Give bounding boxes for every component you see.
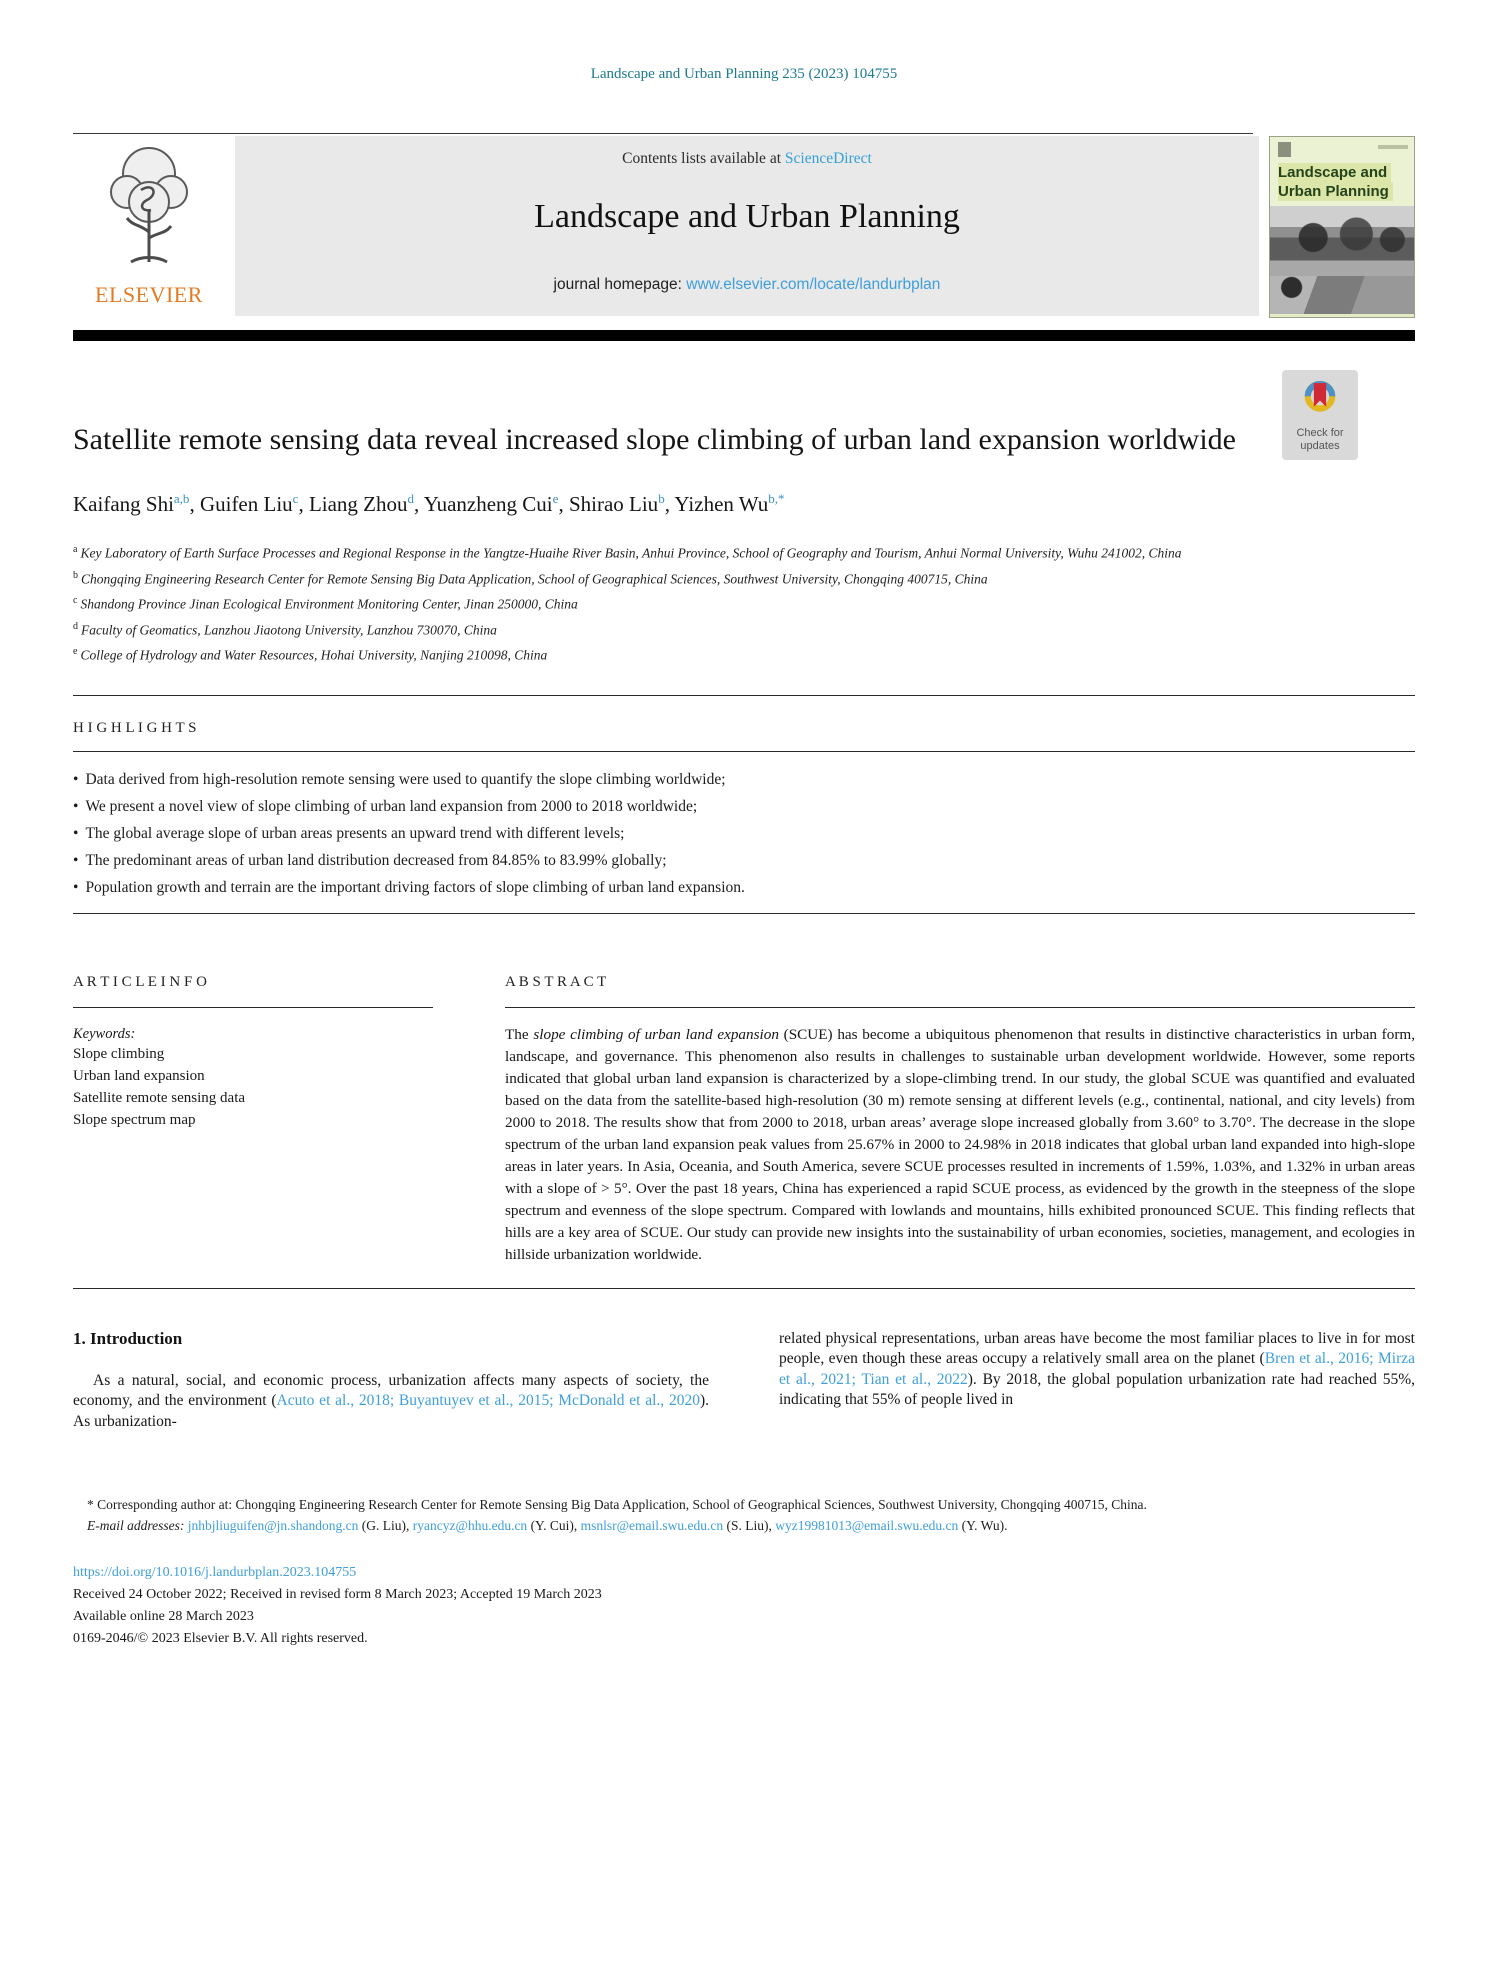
corresponding-author-note: * Corresponding author at: Chongqing Engineering Research Center for Remote Sensing Big Data Application, School of Geographical Sciences, Southwest University, Chongqing 400715, China. xyxy=(87,1497,1147,1512)
highlight-item xyxy=(73,820,1415,847)
email-owner: (Y. Wu). xyxy=(958,1518,1008,1533)
journal-citation: Landscape and Urban Planning 235 (2023) 104755 xyxy=(590,66,898,82)
affiliation-text: College of Hydrology and Water Resources, Hohai University, Nanjing 210098, China xyxy=(80,647,548,663)
keywords-label: Keywords: xyxy=(73,1025,136,1042)
author-affil-sup: a,b xyxy=(173,491,190,506)
author-separator: , xyxy=(298,492,309,516)
highlight-text: Data derived from high-resolution remote sensing were used to quantify the slope climbing worldwide; xyxy=(85,770,726,788)
banner-center xyxy=(235,136,1259,316)
journal-title: Landscape and Urban Planning xyxy=(534,198,960,235)
abstract-italic-term: slope climbing of urban land expansion xyxy=(533,1025,779,1043)
introduction-section xyxy=(73,1329,1415,1433)
highlight-text: The global average slope of urban areas presents an upward trend with different levels; xyxy=(85,824,625,842)
email-link[interactable]: ryancyz@hhu.edu.cn xyxy=(412,1518,528,1533)
cover-header xyxy=(1270,137,1414,159)
intro-left-column xyxy=(73,1329,709,1433)
check-for-updates-badge[interactable] xyxy=(1282,370,1358,460)
highlights-heading: H I G H L I G H T S xyxy=(73,719,197,736)
copyright-line: 0169-2046/© 2023 Elsevier B.V. All rights reserved. xyxy=(73,1631,368,1646)
highlight-item xyxy=(73,766,1415,793)
elsevier-tree-icon xyxy=(101,140,197,280)
divider xyxy=(73,913,1415,914)
author xyxy=(200,492,309,516)
author-name: Kaifang Shi xyxy=(73,492,174,516)
abstract-column xyxy=(505,950,1415,1266)
abstract-lead: The xyxy=(505,1025,534,1043)
bullet-icon: • xyxy=(73,797,79,815)
affiliation-sup: d xyxy=(73,620,78,632)
affiliation-text: Faculty of Geomatics, Lanzhou Jiaotong University, Lanzhou 730070, China xyxy=(81,622,497,637)
cover-photo-street xyxy=(1270,276,1414,314)
bullet-icon: • xyxy=(73,770,79,788)
highlight-item xyxy=(73,874,1415,901)
highlight-text: We present a novel view of slope climbing of urban land expansion from 2000 to 2018 worldwide; xyxy=(85,797,698,815)
affiliation-sup: a xyxy=(73,544,78,555)
email-link[interactable]: jnhbjliuguifen@jn.shandong.cn xyxy=(187,1518,359,1533)
affiliation-sup: b xyxy=(73,569,78,581)
email-owner: (Y. Cui), xyxy=(527,1518,581,1533)
cover-title-line1: Landscape and xyxy=(1278,163,1391,182)
author xyxy=(309,492,424,516)
intro-text: related physical representations, urban areas have become the most familiar places to live in for most people, even though these areas occupy a relatively small area on the planet ( xyxy=(779,1329,1415,1367)
introduction-heading: 1. Introduction xyxy=(73,1328,183,1348)
email-addresses-note xyxy=(73,1515,1415,1536)
journal-homepage-link[interactable]: www.elsevier.com/locate/landurbplan xyxy=(686,276,941,293)
highlight-item xyxy=(73,847,1415,874)
keyword: Slope spectrum map xyxy=(73,1111,196,1128)
divider xyxy=(73,751,1415,752)
author-name: Yizhen Wu xyxy=(674,492,769,516)
divider xyxy=(505,1007,1415,1008)
cover-title xyxy=(1270,163,1414,201)
author-separator: , xyxy=(189,492,200,516)
highlight-text: Population growth and terrain are the important driving factors of slope climbing of urban land expansion. xyxy=(85,878,745,896)
author-name: Yuanzheng Cui xyxy=(423,492,553,516)
intro-paragraph xyxy=(73,1371,709,1433)
citation-link[interactable]: Bren et al., 2016; Mirza et al., 2021; Tian et al., 2022 xyxy=(779,1350,1416,1388)
author-name: Shirao Liu xyxy=(568,492,659,516)
contents-prefix: Contents lists available at xyxy=(622,150,785,167)
intro-paragraph xyxy=(779,1329,1415,1411)
highlight-item xyxy=(73,793,1415,820)
divider xyxy=(73,1007,433,1008)
highlight-text: The predominant areas of urban land distribution decreased from 84.85% to 83.99% globally; xyxy=(85,851,667,869)
doi-link[interactable]: https://doi.org/10.1016/j.landurbplan.2023.104755 xyxy=(73,1565,357,1580)
author-affil-sup: d xyxy=(407,491,415,506)
affiliation xyxy=(73,641,1283,667)
email-owner: (S. Liu), xyxy=(723,1518,776,1533)
email-link[interactable]: msnlsr@email.swu.edu.cn xyxy=(580,1518,724,1533)
check-updates-label-line2: updates xyxy=(1300,440,1340,452)
article-info-column xyxy=(73,950,433,1266)
check-updates-icon xyxy=(1299,376,1341,420)
elsevier-logo xyxy=(73,136,225,316)
affiliation-text: Shandong Province Jinan Ecological Environment Monitoring Center, Jinan 250000, China xyxy=(80,596,578,612)
author-affil-sup: b,* xyxy=(768,491,785,506)
keyword: Urban land expansion xyxy=(73,1067,205,1084)
intro-text: ). By 2018, the global population urbanization rate had reached 55%, indicating that 55% of people lived in xyxy=(779,1370,1415,1408)
cover-title-line2: Urban Planning xyxy=(1278,182,1393,201)
author-affil-sup: c xyxy=(292,491,299,506)
check-updates-label xyxy=(1282,427,1358,453)
author-name: Liang Zhou xyxy=(308,492,408,516)
author xyxy=(73,492,200,516)
journal-cover-thumbnail xyxy=(1269,136,1415,318)
footnotes xyxy=(73,1494,1415,1536)
available-online: Available online 28 March 2023 xyxy=(73,1609,254,1624)
affiliation-sup: e xyxy=(73,646,78,657)
email-owner: (G. Liu), xyxy=(358,1518,413,1533)
author-list xyxy=(73,491,1415,517)
journal-banner xyxy=(73,136,1415,316)
divider xyxy=(73,695,1415,696)
banner-bottom-bar xyxy=(73,330,1415,341)
affiliation xyxy=(73,539,1283,565)
email-label: E-mail addresses: xyxy=(87,1518,188,1533)
homepage-label: journal homepage: xyxy=(553,276,687,293)
abstract-heading: A B S T R A C T xyxy=(505,973,607,990)
cover-elsevier-mini-logo-icon xyxy=(1278,142,1291,157)
affiliation xyxy=(73,565,1283,591)
received-dates: Received 24 October 2022; Received in revised form 8 March 2023; Accepted 19 March 2023 xyxy=(73,1587,602,1602)
intro-text: ). As urbanization- xyxy=(73,1392,709,1430)
cover-photo-trees xyxy=(1270,206,1414,276)
homepage-line xyxy=(235,276,1259,294)
author-name: Guifen Liu xyxy=(199,492,293,516)
top-divider xyxy=(73,133,1253,134)
author-separator: , xyxy=(414,492,424,516)
keyword: Slope climbing xyxy=(73,1045,165,1062)
author-affil-sup: b xyxy=(658,491,665,506)
cover-bottom-strip xyxy=(1270,314,1414,318)
author-separator: , xyxy=(664,492,675,516)
sciencedirect-link[interactable]: ScienceDirect xyxy=(784,150,872,167)
email-link[interactable]: wyz19981013@email.swu.edu.cn xyxy=(775,1518,959,1533)
article-footer xyxy=(73,1562,1415,1650)
author xyxy=(424,492,569,516)
divider xyxy=(73,1288,1415,1289)
article-info-heading: A R T I C L E I N F O xyxy=(73,973,207,990)
cover-header-fineprint xyxy=(1378,145,1408,149)
contents-line xyxy=(235,150,1259,168)
affiliation xyxy=(73,590,1283,616)
intro-text: As a natural, social, and economic process, urbanization affects many aspects of society, the economy, and the environment ( xyxy=(73,1371,709,1409)
abstract-body: (SCUE) has become a ubiquitous phenomenon that results in distinctive characteristics in urban form, landscape, and governance. This phenomenon also results in challenges to sustainable urban development worldwide. However, some reports indicated that global urban land expansion is characterized by a slope-climbing trend. In our study, the global SCUE was quantified and evaluated based on the data from the satellite-based high-resolution (30 m) remote sensing at different levels (e.g., continental, national, and city levels) from 2000 to 2018. The results show that from 2000 to 2018, urban areas’ average slope increased globally from 3.60° to 3.70°. The decrease in the slope spectrum of the urban land expansion peak values from 25.67% in 2000 to 24.98% in 2018 indicates that global urban land expanded into high-slope areas in later years. In Asia, Oceania, and South America, severe SCUE processes resulted in increments of 1.59%, 1.03%, and 1.32% in urban areas with a slope of > 5°. Over the past 18 years, China has experienced a rapid SCUE process, as evidenced by the growth in the steepness of the slope spectrum and evenness of the slope spectrum. Compared with lowlands and mountains, hills exhibited pronounced SCUE. This finding reflects that hills are a key area of SCUE. Our study can provide new insights into the sustainability of urban economies, societies, management, and ecologies in hillside urbanization worldwide. xyxy=(505,1025,1415,1263)
affiliation-text: Chongqing Engineering Research Center for Remote Sensing Big Data Application, School of Geographical Sciences, Southwest University, Chongqing 400715, China xyxy=(81,571,988,586)
author xyxy=(569,492,674,516)
check-updates-label-line1: Check for xyxy=(1296,427,1344,439)
bullet-icon: • xyxy=(73,878,79,896)
bullet-icon: • xyxy=(73,824,79,842)
article-title: Satellite remote sensing data reveal increased slope climbing of urban land expansion worldwide xyxy=(73,423,1236,456)
affiliation-text: Key Laboratory of Earth Surface Processes and Regional Response in the Yangtze-Huaihe River Basin, Anhui Province, School of Geography and Tourism, Anhui Normal University, Wuhu 241002, China xyxy=(80,545,1182,561)
affiliation-list xyxy=(73,539,1415,667)
affiliation-sup: c xyxy=(73,595,78,606)
author-separator: , xyxy=(558,492,569,516)
intro-right-column xyxy=(779,1329,1415,1433)
elsevier-wordmark: ELSEVIER xyxy=(95,282,203,307)
author xyxy=(674,492,784,516)
highlights-list xyxy=(73,766,1415,901)
keyword: Satellite remote sensing data xyxy=(73,1089,246,1106)
abstract-text xyxy=(505,1024,1415,1266)
author-affil-sup: e xyxy=(552,491,559,506)
affiliation xyxy=(73,616,1283,642)
citation-link[interactable]: Acuto et al., 2018; Buyantuyev et al., 2015; McDonald et al., 2020 xyxy=(276,1392,700,1409)
bullet-icon: • xyxy=(73,851,79,869)
